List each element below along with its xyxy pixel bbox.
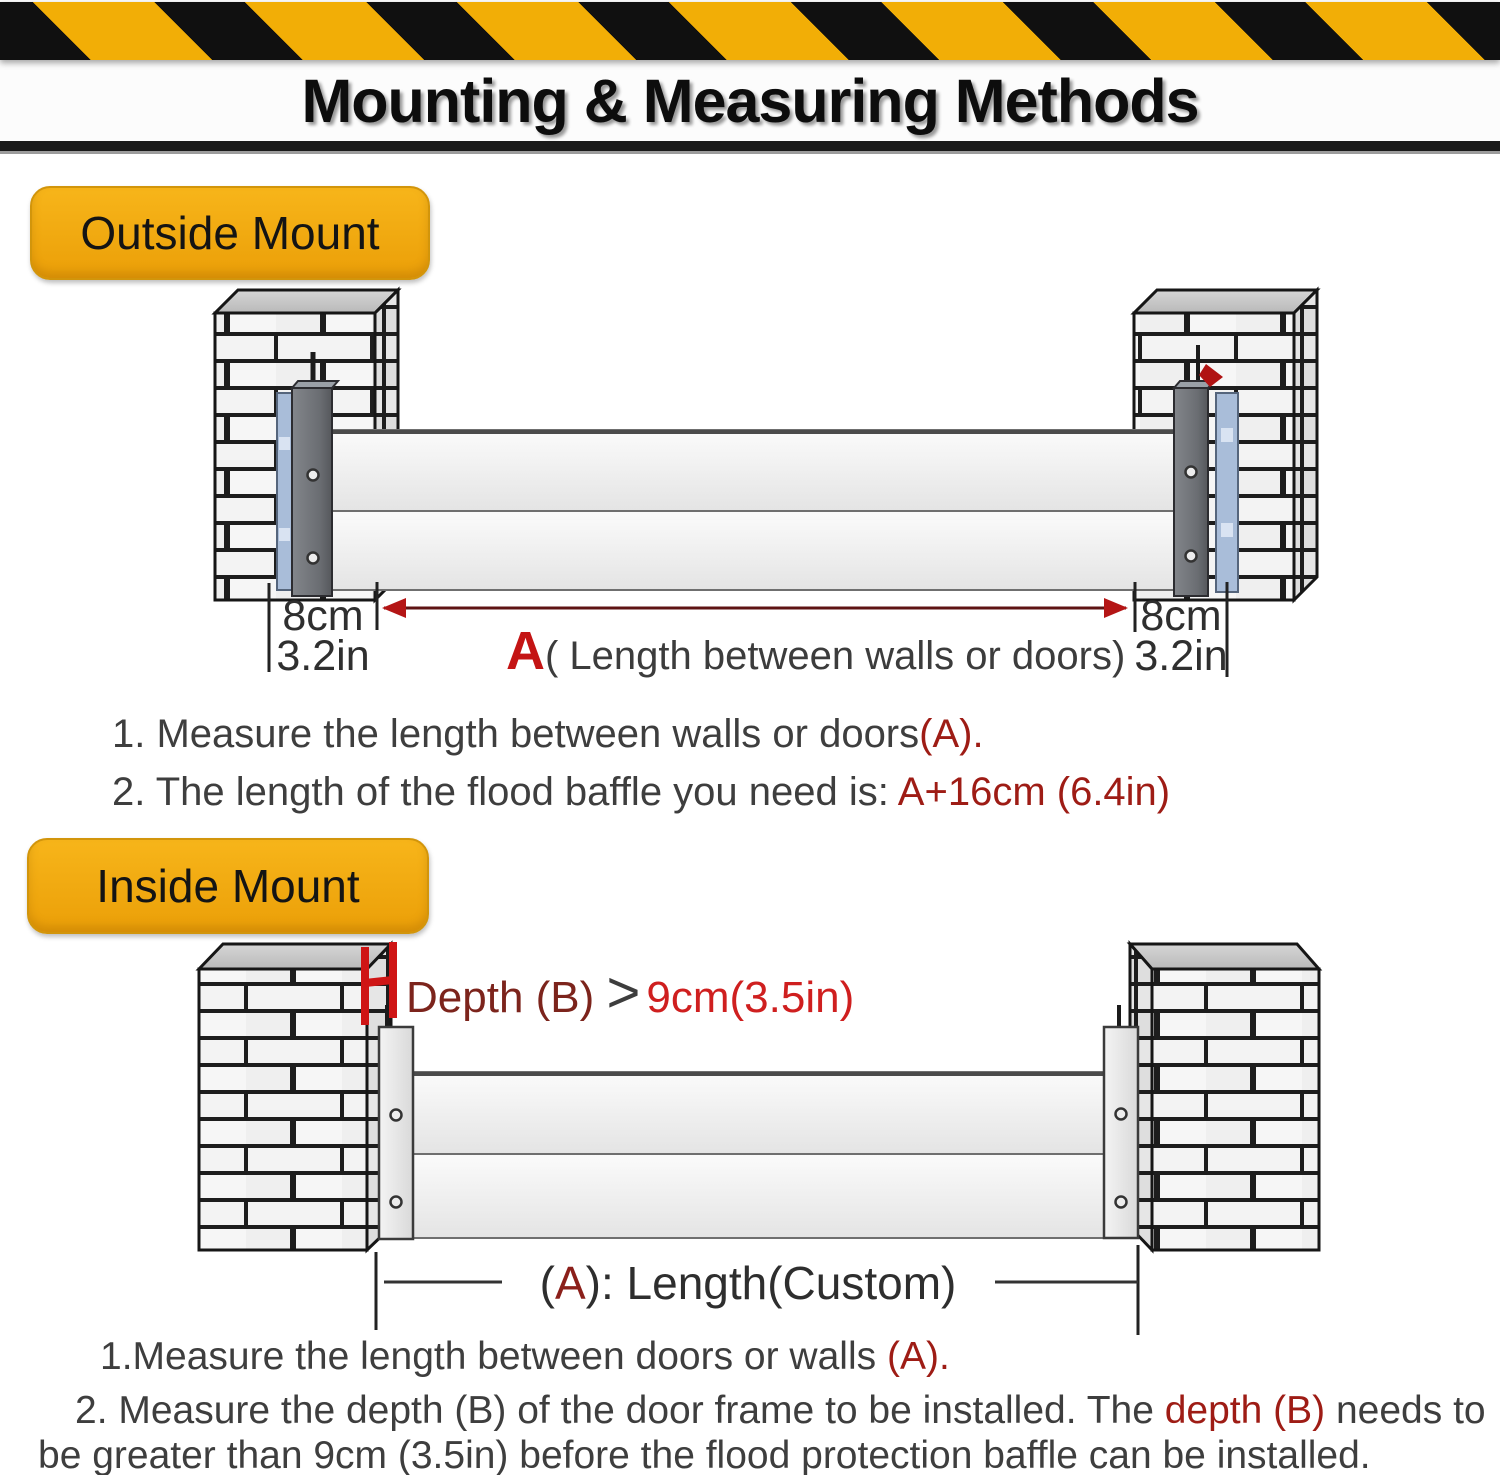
right-mounting-channel [1104,1005,1138,1238]
screw-hole [391,1197,402,1208]
outside-step-2 [112,768,1170,816]
bracket-cross-bar [365,980,393,983]
flood-barrier-panels [413,1072,1104,1238]
outside-dimension-annotations [269,582,1228,681]
pillar-side-face [1294,290,1317,600]
right-gap-cm: 8cm [1140,592,1222,640]
page-title: Mounting & Measuring Methods [301,67,1199,135]
seal-slot [1221,523,1233,537]
left-gap-inch: 3.2in [276,632,370,680]
span-length-label [506,621,1125,681]
outside-mount-steps [112,710,1170,816]
outside-mount-tag-label: Outside Mount [80,207,380,259]
outside-mount-tag [30,186,430,280]
step-highlight: depth (B) [1164,1389,1326,1432]
caution-tape-stripe [0,2,1500,60]
right-gap-inch: 3.2in [1134,632,1228,680]
seal-slot [1221,428,1233,442]
arrowhead-right-icon [1104,598,1128,618]
seal-slot [279,437,290,450]
screw-hole [308,470,319,481]
screw-hole [1186,551,1197,562]
barrier-panel-top [413,1072,1104,1154]
inside-mount-diagram [150,930,1400,1340]
inside-dimension-annotations [376,1245,1138,1335]
barrier-panel-top [332,430,1174,511]
inside-mount-steps [38,1334,1493,1475]
pillar-front-face [199,969,367,1250]
outside-mount-diagram [180,280,1340,700]
screw-hole [1186,467,1197,478]
flood-barrier-panels [332,430,1174,590]
inside-right-brick-pillar [1130,944,1319,1250]
screw-hole [391,1110,402,1121]
step-highlight: A+16cm (6.4in) [897,770,1171,814]
inside-step-1 [38,1334,1493,1379]
seal-strip [277,393,293,590]
pillar-top-slab [215,290,398,313]
step-highlight: (A). [919,712,984,756]
step-tail: needs to be greater than 9cm (3.5in) before the flood protection baffle can be installed. [38,1389,1486,1475]
seal-strip [1216,393,1238,592]
length-letter: A [554,1257,586,1309]
left-mounting-channel [379,1005,413,1239]
barrier-panel-bottom [413,1154,1104,1238]
channel-bar [292,388,332,596]
screw-hole [1116,1109,1127,1120]
pillar-top-slab [1134,290,1317,313]
depth-label: Depth (B) [406,973,607,1022]
step-text: 2. Measure the depth (B) of the door frame to be installed. The [75,1389,1165,1432]
span-caption: ( Length between walls or doors) [545,634,1126,678]
span-letter: A [506,621,545,681]
header-banner [0,0,1500,151]
screw-hole [1116,1197,1127,1208]
depth-annotation [406,960,854,1025]
step-text: 1.Measure the length between doors or walls [100,1335,887,1378]
left-gap-cm: 8cm [282,592,364,640]
greater-than-sign: > [606,960,641,1025]
step-text: 2. The length of the flood baffle you need is: [112,770,898,814]
length-open-paren: ( [539,1257,555,1309]
depth-value: 9cm(3.5in) [646,973,855,1022]
channel-top-bevel [292,381,338,388]
screw-hole [308,553,319,564]
length-custom-label [540,1257,957,1309]
pillar-front-face [1152,969,1319,1250]
outside-step-1 [112,710,1170,758]
channel-bar [1174,388,1208,596]
step-text: 1. Measure the length between walls or doors [112,712,920,756]
inside-mount-tag [27,838,429,934]
pillar-top-slab [1130,944,1319,969]
inside-step-2 [38,1388,1493,1475]
seal-slot [279,528,290,541]
arrowhead-left-icon [382,598,406,618]
step-highlight: (A). [886,1335,950,1378]
inside-mount-tag-label: Inside Mount [96,860,360,912]
length-caption: ): Length(Custom) [585,1257,957,1309]
barrier-panel-bottom [332,511,1174,590]
